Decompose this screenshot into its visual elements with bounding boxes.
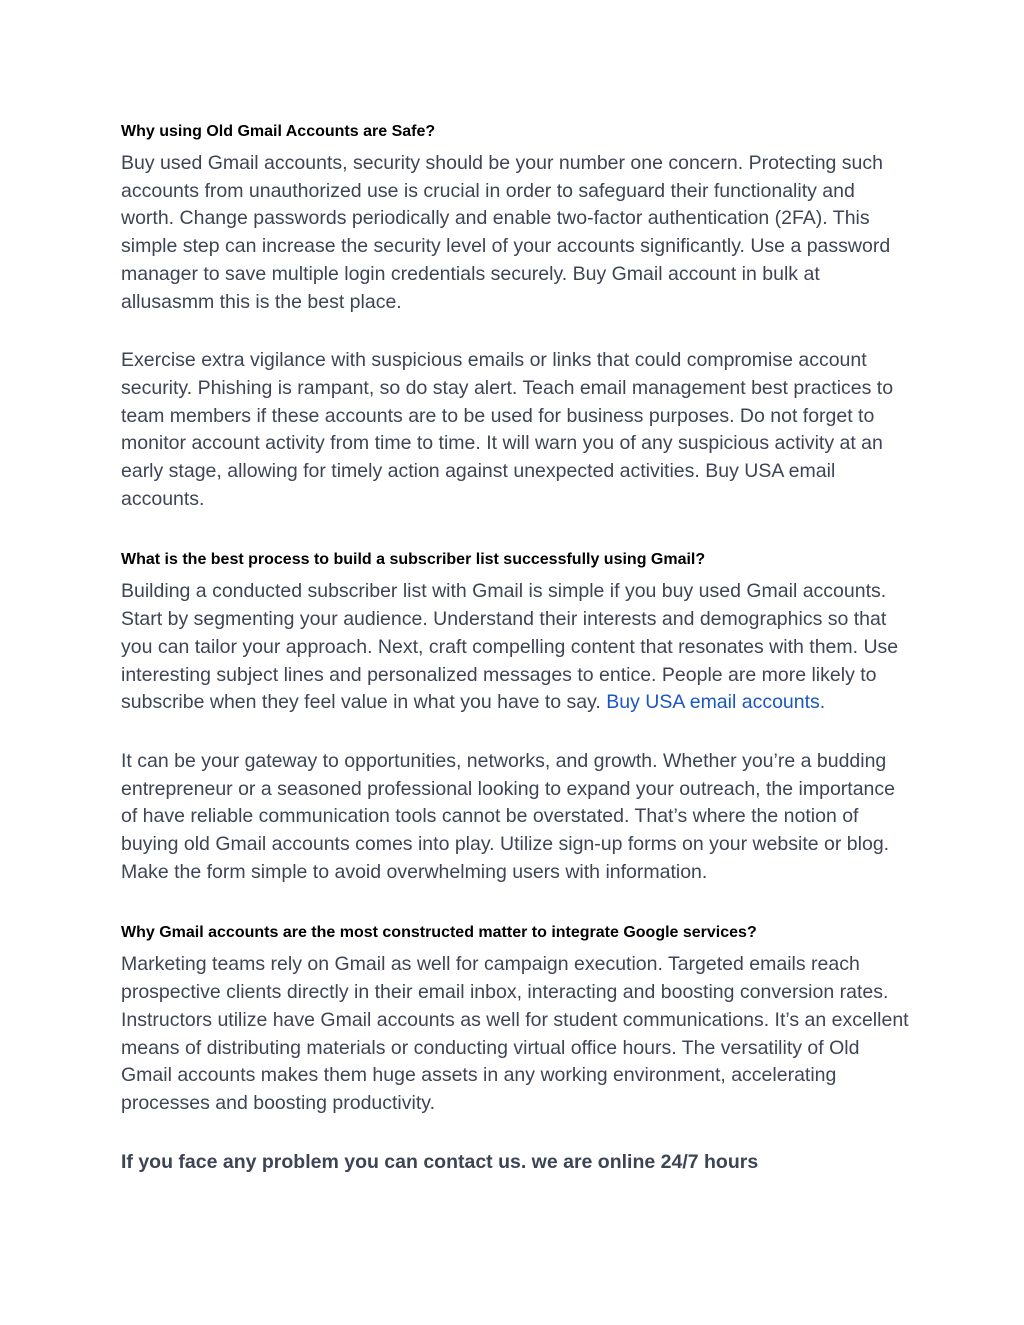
paragraph: Marketing teams rely on Gmail as well for campaign execution. Targeted emails reach prospective clients directly in their email inbox, interacting and boosting conversion rates. Instructors utilize have Gmail accounts as well for student communications. It’s an excellent means of distributing materials or conducting virtual office hours. The versatility of Old Gmail accounts makes them huge assets in any working environment, accelerating processes and boosting productivity. [121, 953, 909, 1114]
paragraph-text: Building a conducted subscriber list with Gmail is simple if you buy used Gmail accounts. Start by segmenting your audience. Understand their interests and demographics so that you can tailor your approach. Next, craft compelling content that resonates with them. Use interesting subject lines and personalized messages to entice. People are more likely to subscribe when they feel value in what you have to say. [121, 580, 899, 714]
paragraph: It can be your gateway to opportunities, networks, and growth. Whether you’re a budding entrepreneur or a seasoned professional looking to expand your outreach, the importance of have reliable communication tools cannot be overstated. That’s where the notion of buying old Gmail accounts comes into play. Utilize sign-up forms on your website or blog. Make the form simple to avoid overwhelming users with information. [121, 749, 895, 883]
paragraph: Exercise extra vigilance with suspicious emails or links that could compromise account security. Phishing is rampant, so do stay alert. Teach email management best practices to team members if these accounts are to be used for business purposes. Do not forget to monitor account activity from time to time. It will warn you of any suspicious activity at an early stage, allowing for timely action against unexpected activities. Buy USA email accounts. [121, 349, 894, 510]
buy-usa-email-accounts-link[interactable]: Buy USA email accounts. [606, 691, 826, 714]
document-page [121, 121, 911, 1176]
paragraph [121, 578, 911, 717]
paragraph: Buy used Gmail accounts, security should be your number one concern. Protecting such accounts from unauthorized use is crucial in order to safeguard their functionality and worth. Change passwords periodically and enable two-factor authentication (2FA). This simple step can increase the security level of your accounts significantly. Use a password manager to save multiple login credentials securely. Buy Gmail account in bulk at allusasmm this is the best place. [121, 152, 891, 313]
contact-note: If you face any problem you can contact us. we are online 24/7 hours [121, 1150, 759, 1173]
section-heading: Why Gmail accounts are the most constructed matter to integrate Google services? [121, 924, 757, 942]
section-heading: What is the best process to build a subscriber list successfully using Gmail? [121, 551, 706, 569]
section-heading: Why using Old Gmail Accounts are Safe? [121, 123, 436, 140]
